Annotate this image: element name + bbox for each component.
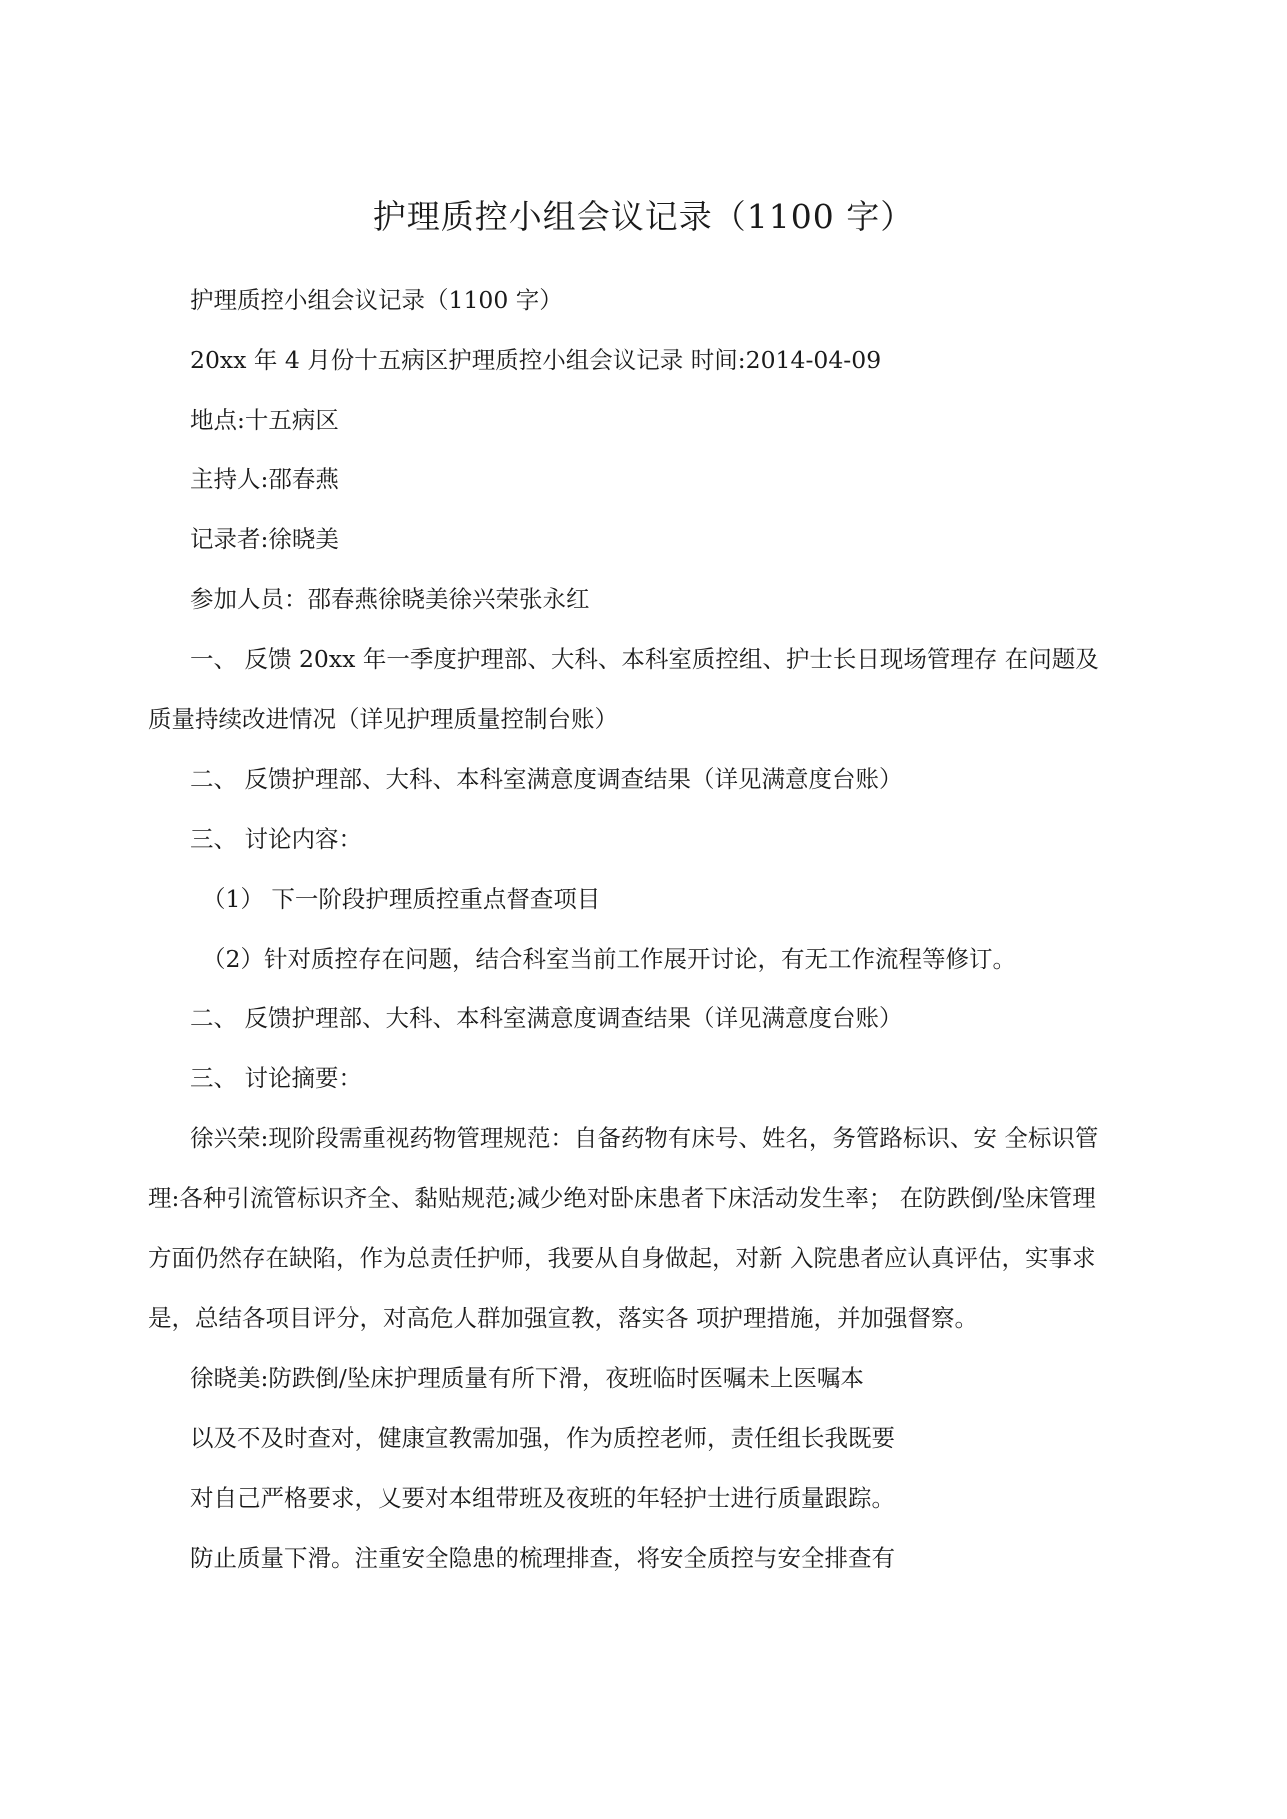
summary-para-2-line-3: 对自己严格要求，乂要对本组带班及夜班的年轻护士进行质量跟踪。 [190,1484,895,1512]
discussion-summary-heading: 三、 讨论摘要： [190,1064,362,1092]
attendees-line: 参加人员：邵春燕徐晓美徐兴荣张永红 [190,585,590,613]
subtitle-line: 护理质控小组会议记录（1100 字） [190,286,563,314]
summary-para-1-line-4: 是，总结各项目评分，对高危人群加强宣教，落实各 项护理措施，并加强督察。 [148,1304,978,1332]
location-line: 地点:十五病区 [190,406,339,434]
summary-para-2-line-4: 防止质量下滑。注重安全隐患的梳理排查，将安全质控与安全排查有 [190,1544,895,1572]
agenda-item-2: 二、 反馈护理部、大科、本科室满意度调查结果（详见满意度台账） [190,765,903,793]
discussion-item-1: （1） 下一阶段护理质控重点督查项目 [202,885,601,913]
summary-para-1-line-3: 方面仍然存在缺陷，作为总责任护师，我要从自身做起，对新 入院患者应认真评估，实事求 [148,1244,1096,1272]
summary-para-1-line-1: 徐兴荣:现阶段需重视药物管理规范：自备药物有床号、姓名，务管路标识、安 全标识管 [190,1124,1099,1152]
agenda-item-3: 三、 讨论内容： [190,825,362,853]
summary-para-2-line-1: 徐晓美:防跌倒/坠床护理质量有所下滑，夜班临时医嘱未上医嘱本 [190,1364,864,1392]
summary-para-1-line-2: 理:各种引流管标识齐全、黏贴规范;减少绝对卧床患者下床活动发生率； 在防跌倒/坠床管理 [148,1184,1096,1212]
summary-para-2-line-2: 以及不及时查对，健康宣教需加强，作为质控老师，责任组长我既要 [190,1424,895,1452]
document-title: 护理质控小组会议记录（1100 字） [372,197,915,236]
agenda-item-1-line-1: 一、 反馈 20xx 年一季度护理部、大科、本科室质控组、护士长日现场管理存 在问题及 [190,645,1099,673]
meeting-date-line: 20xx 年 4 月份十五病区护理质控小组会议记录 时间:2014-04-09 [190,346,882,374]
host-line: 主持人:邵春燕 [190,465,339,493]
agenda-item-2-repeat: 二、 反馈护理部、大科、本科室满意度调查结果（详见满意度台账） [190,1004,903,1032]
discussion-item-2: （2）针对质控存在问题，结合科室当前工作展开讨论，有无工作流程等修订。 [202,945,1016,973]
agenda-item-1-line-2: 质量持续改进情况（详见护理质量控制台账） [148,705,618,733]
recorder-line: 记录者:徐晓美 [190,525,339,553]
